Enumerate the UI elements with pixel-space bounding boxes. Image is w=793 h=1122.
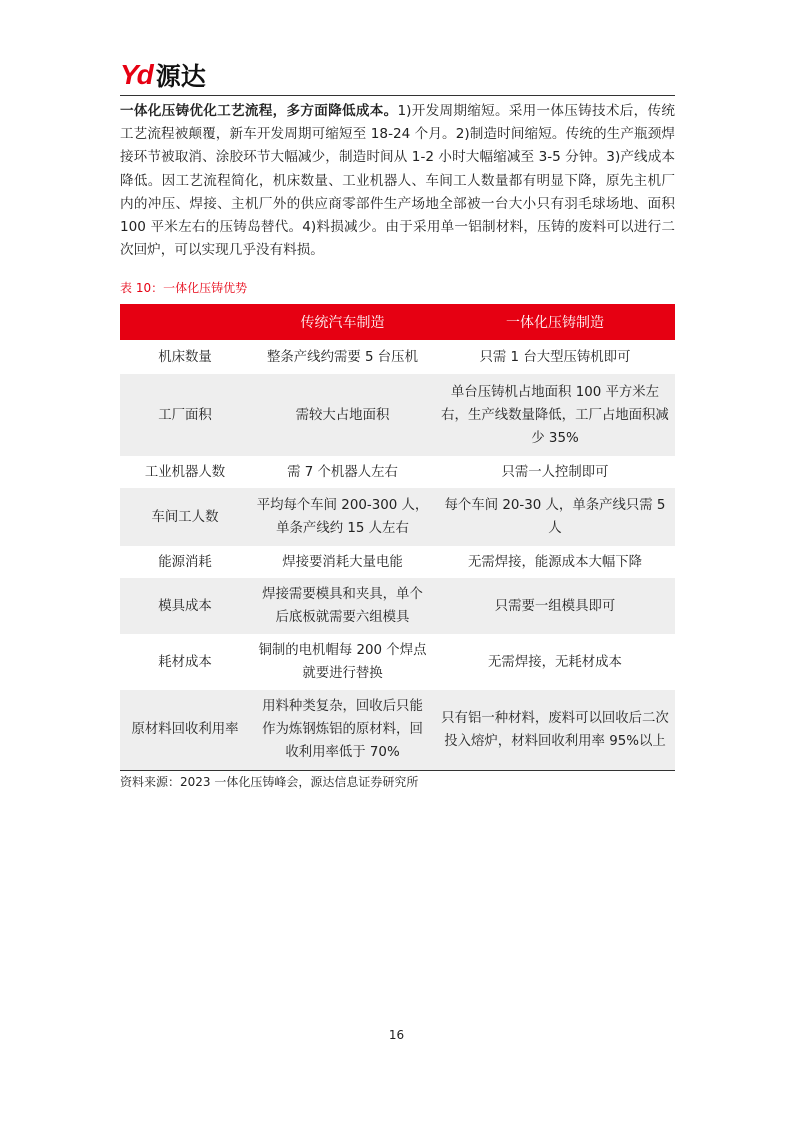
table-header-integrated: 一体化压铸制造 (435, 304, 675, 340)
table-row (120, 690, 675, 770)
paragraph-lead: 一体化压铸优化工艺流程，多方面降低成本。 (120, 103, 398, 119)
row-label: 工厂面积 (120, 374, 250, 456)
table-row (120, 488, 675, 546)
comparison-table (120, 304, 675, 771)
body-paragraph (120, 100, 675, 262)
table-row (120, 546, 675, 578)
table-row (120, 634, 675, 690)
page-number: 16 (388, 1028, 405, 1042)
traditional-cell: 平均每个车间 200-300 人，单条产线约 15 人左右 (250, 488, 435, 546)
traditional-cell: 焊接要消耗大量电能 (282, 554, 403, 570)
row-label: 车间工人数 (120, 488, 250, 546)
traditional-cell: 整条产线约需要 5 台压机 (267, 349, 418, 365)
row-label: 模具成本 (120, 578, 250, 634)
traditional-cell: 铜制的电机帽每 200 个焊点就要进行替换 (258, 643, 427, 681)
header-divider (120, 95, 675, 96)
integrated-cell: 每个车间 20-30 人，单条产线只需 5 人 (435, 488, 675, 546)
logo-mark: Yd (120, 59, 152, 90)
paragraph-body: 1)开发周期缩短。采用一体压铸技术后，传统工艺流程被颠覆，新车开发周期可缩短至 18-24 个月。2)制造时间缩短。传统的生产瓶颈焊接环节被取消、涂胶环节大幅减少，制造时间从 1-2 小时大幅缩减至 3-5 分钟。3)产线成本降低。因工艺流程简化，机床数量、工业机器人、车间工人数量都有明显下降，原先主机厂内的冲压、焊接、主机厂外的供应商零部件生产场地全部被一台大小只有羽毛球场地、面积 100 平米左右的压铸岛替代。4)料损减少。由于采用单一铝制材料，压铸的废料可以进行二次回炉，可以实现几乎没有料损。 (120, 103, 676, 259)
row-label: 机床数量 (158, 349, 212, 365)
integrated-cell: 只有铝一种材料，废料可以回收后二次投入熔炉，材料回收利用率 95%以上 (435, 690, 675, 770)
row-label: 耗材成本 (158, 654, 212, 670)
table-header-traditional: 传统汽车制造 (250, 304, 435, 340)
source-note: 资料来源：2023 一体化压铸峰会，源达信息证券研究所 (120, 775, 419, 789)
integrated-cell: 只需要一组模具即可 (435, 578, 675, 634)
table-header-row (120, 304, 675, 340)
integrated-cell: 只需 1 台大型压铸机即可 (479, 349, 631, 365)
traditional-cell: 需较大占地面积 (250, 374, 435, 456)
integrated-cell: 单台压铸机占地面积 100 平方米左右，生产线数量降低，工厂占地面积减少 35% (435, 374, 675, 456)
traditional-cell: 用料种类复杂，回收后只能作为炼钢炼铝的原材料，回收利用率低于 70% (250, 690, 435, 770)
logo-text: 源达 (155, 62, 206, 91)
integrated-cell: 无需焊接，能源成本大幅下降 (467, 554, 643, 570)
row-label: 工业机器人数 (144, 464, 226, 480)
row-label: 能源消耗 (158, 554, 212, 570)
traditional-cell: 需 7 个机器人左右 (287, 464, 398, 480)
table-row (120, 374, 675, 456)
table-row (120, 578, 675, 634)
table-row (120, 456, 675, 488)
table-row (120, 340, 675, 374)
integrated-cell: 无需焊接，无耗材成本 (488, 654, 622, 670)
traditional-cell: 焊接需要模具和夹具，单个后底板就需要六组模具 (250, 578, 435, 634)
table-header-blank (120, 304, 250, 340)
row-label: 原材料回收利用率 (120, 690, 250, 770)
integrated-cell: 只需一人控制即可 (501, 464, 609, 480)
page-header (120, 58, 675, 98)
table-title: 表 10：一体化压铸优势 (120, 281, 248, 295)
logo (120, 58, 206, 92)
